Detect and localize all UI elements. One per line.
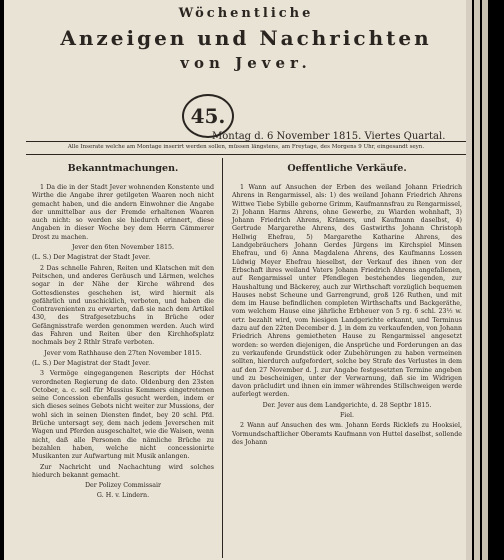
left-column-title: Bekanntmachungen. xyxy=(67,163,179,174)
header-rule-top xyxy=(26,141,466,142)
newspaper-page xyxy=(4,0,466,560)
right-column-title: Oeffentliche Verkäufe. xyxy=(287,163,407,174)
announcement-signature-title: Der Polizey Commissair xyxy=(85,482,161,490)
announcement-paragraph: 3 Vermöge eingegangenen Rescripts der Höchst verordneten Regierung de dato. Oldenburg den 23sten October, a. c. soll für Mussius Kemmers eingetretenen seine Concession ebenfalls gesucht werden, indem er sich dieses seines Gebots nicht weiter zur Mussions, der wohl sich in seinen Diensten findet, bey 20 schl. Pfd. Brüche untersagt sey, dem nach jedem Jeverschen mit Wagen und Pferden ausgeschaltet, wie die Waisen, wenn nicht, daß alle Personen die nämliche Brüche zu bezahlen haben, welche nicht concessionirte Musikanten zur Aufwartung mit Musik anlangen. xyxy=(32,370,214,461)
announcement-paragraph: Zur Nachricht und Nachachtung wird solches hiedurch bekannt gemacht. xyxy=(32,463,214,479)
announcement-signature-name: G. H. v. Lindern. xyxy=(96,492,150,500)
page-edge xyxy=(482,0,488,560)
sale-paragraph: 1 Wann auf Ansuchen der Erben des weiland Johann Friedrich Ahrens in Rengarmissel, als: 1) des weiland Johann Friedrich Ahrens Wittwe Tiebe Sybille geborne Grimm, Kaufmannsfrau zu Rengarmissel, 2) Johann Harms Ahrens, ohne Gewerbe, zu Wiarden wohnhaft, 3) Johann Friedrich Ahrens, Krämers, und Kaufmann daselbst, 4) Gertrude Margarethe Ahrens, des Gastwirths Johann Christoph Hellwig Ehefrau, 5) Margarethe Katharine Ahrens, des Landgebräuchers Johann Gerdes Jürgens im Kirchspiel Minsen Ehefrau, und 6) Anna Magdalena Ahrens, des Kaufmanns Lossen Lüdwig Meyer Ehefrau hieselbst, der Verkauf des ihnen von der Erbschaft ihres weiland Vaters Johann Friedrich Ahrens angefallenen, auf Rengarmissel unter Pfendlegen bestehendes liegenden, zur Haushaltung und Bäckerey, auch zur Wirthschaft vorzüglich bequemen Hauses nebst Scheune und Garrengrund, groß 126 Ruthen, und mit dem im Hause befindlichen completen Wirthschafts und Backgeräthe, vom welchem Hause eine jährliche Erbheuer von 5 rg. 6 schl. 23½ w. ertr. bezahlt wird, vom hiesigen Landgerichte erkannt, und Terminus dazu auf den 22ten December d. J. in dem zu verkaufenden, von Johann Friedrich Ahrens gemietheten Hause zu Rengarmissel angesetzt worden: so werden diejenigen, die Ansprüche und Forderungen an das zu verkaufende Grundstück oder Zubehörungen zu haben vermeinen sollten, hierdurch aufgefordert, solche bey Strafe des Verlustes in dem auf den 27 November d. J. zur Angabe festgesetzten Termine angeben und zu bescheinigen, unter der Verwarnung, daß sie im Widrigen davon präcludirt und ihnen ein immer währendes Stillschweigen werde auferlegt werden. xyxy=(232,184,462,399)
sale-date: Der. Jever aus dem Landgerichte, d. 28 Septbr 1815. xyxy=(262,401,432,409)
announcement-date: Jever vom Rathhause den 27ten November 1815. xyxy=(44,349,202,357)
announcement-paragraph: 2 Das schnelle Fahren, Reiten und Klatschen mit den Peitschen, und anderes Geräusch und Lärmen, welches sogar in der Nähe der Kirche während des Gottesdienstes geschehen ist, wird hiermit als gefährlich und unschicklich, verboten, und haben die Contravenienten zu erwarten, daß sie nach dem Artikel 430, des Strafgesetzbuchs in Brüche oder Gefängnisstrafe werden genommen werden. Auch wird das Fahren und Reiten über den Kirchhofsplatz nochmals bey 2 Rthlr Strafe verboten. xyxy=(32,264,214,347)
right-column xyxy=(232,162,462,449)
submission-notice: Alle Inserate welche am Montage inserirt werden sollen, müssen längstens, am Freytage, des Morgens 9 Uhr, eingesandt seyn. xyxy=(67,144,425,150)
left-column xyxy=(32,162,214,503)
page-edge xyxy=(474,0,480,560)
page-edge xyxy=(466,0,472,560)
masthead-place: von Jever. xyxy=(180,54,312,72)
announcement-paragraph: 1 Da die in der Stadt Jever wohnenden Konstente und Wirthe die Angabe ihrer getilgeten Waaren noch nicht gemacht haben, und die andern Einwohner die Angabe der unmittelbar aus der Fremde erhaltenen Waaren auch nicht: so werden sie hiedurch erinnert, diese Angaben in dieser Woche bey dem Herrn Cämmerer Drost zu machen. xyxy=(32,184,214,241)
issue-date: Montag d. 6 November 1815. Viertes Quartal. xyxy=(212,131,446,142)
masthead-line-1: Wöchentliche xyxy=(178,6,314,21)
sale-paragraph: 2 Wann auf Ansuchen des wm. Johann Eerds Ricklefs zu Hooksiel, Vormundschaftlicher Oberamts Kaufmann von Huttel daselbst, sollende des Johann xyxy=(232,422,462,446)
announcement-signature: (L. S.) Der Magistrat der Stadt Jever. xyxy=(32,359,151,367)
announcement-date: Jever den 6ten November 1815. xyxy=(71,244,175,252)
sale-signature: Fiel. xyxy=(339,412,355,420)
masthead-title: Anzeigen und Nachrichten xyxy=(60,26,432,50)
header-rule-bottom xyxy=(26,154,466,155)
column-divider xyxy=(222,158,223,558)
issue-number: 45. xyxy=(182,94,234,138)
announcement-signature: (L. S.) Der Magistrat der Stadt Jever. xyxy=(32,254,151,262)
